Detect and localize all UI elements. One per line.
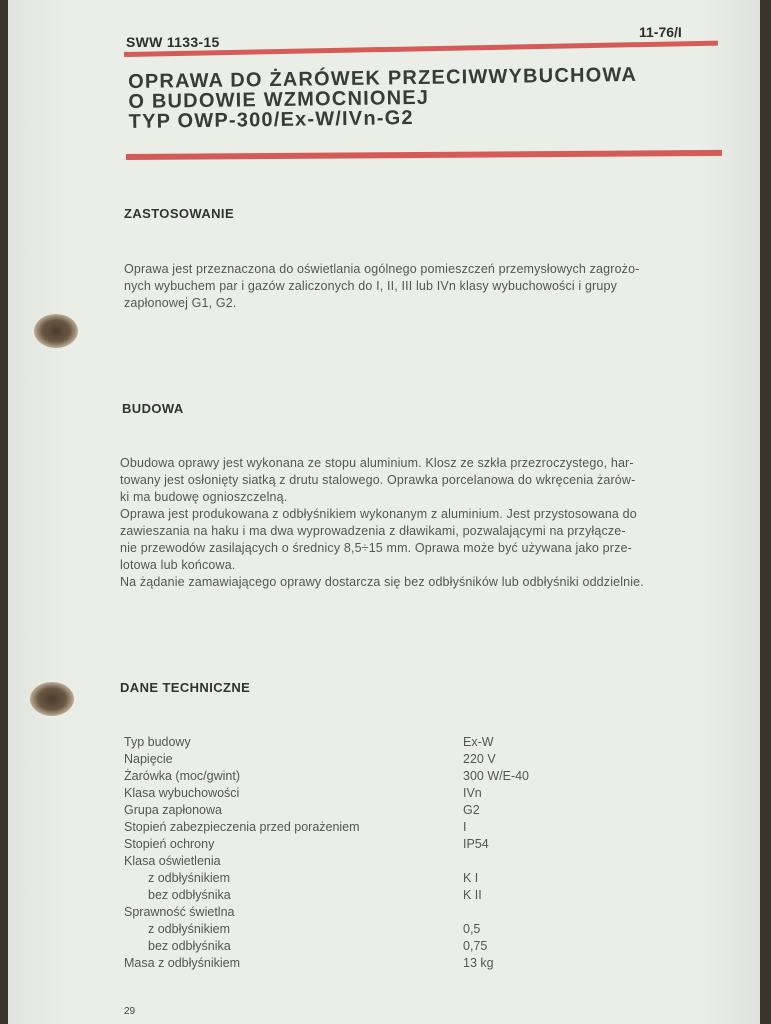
section-heading-budowa: BUDOWA bbox=[122, 401, 184, 416]
spec-label: Typ budowy bbox=[124, 735, 191, 749]
spec-row bbox=[124, 803, 564, 820]
title-line: TYP OWP-300/Ex-W/IVn-G2 bbox=[128, 107, 414, 133]
spec-row bbox=[124, 905, 564, 922]
spec-value: K I bbox=[463, 871, 479, 885]
spec-value: 220 V bbox=[463, 752, 496, 766]
spec-value: K II bbox=[463, 888, 482, 902]
text-line: towany jest osłonięty siatką z drutu stalowego. Oprawka porcelanowa do wkręcenia żarów- bbox=[120, 473, 636, 487]
punch-hole bbox=[30, 682, 74, 716]
spec-row bbox=[124, 888, 564, 905]
text-line: Oprawa jest produkowana z odbłyśnikiem wykonanym z aluminium. Jest przystosowana do bbox=[120, 507, 637, 521]
spec-value: 0,5 bbox=[463, 922, 481, 936]
section-heading-zastosowanie: ZASTOSOWANIE bbox=[124, 206, 235, 221]
spec-value: 0,75 bbox=[463, 939, 488, 953]
spec-row bbox=[124, 769, 564, 786]
spec-row bbox=[124, 837, 564, 854]
page-title bbox=[128, 64, 729, 132]
text-line: zapłonowej G1, G2. bbox=[124, 296, 237, 310]
spec-value: 300 W/E-40 bbox=[463, 769, 530, 783]
title-rule bbox=[126, 150, 722, 160]
spec-label: bez odbłyśnika bbox=[148, 939, 231, 953]
spec-value: IVn bbox=[463, 786, 482, 800]
spec-row bbox=[124, 820, 564, 837]
punch-hole bbox=[34, 314, 78, 348]
spec-label: Stopień ochrony bbox=[124, 837, 215, 851]
section-heading-dane-techniczne: DANE TECHNICZNE bbox=[120, 680, 251, 695]
spec-row bbox=[124, 752, 564, 769]
spec-label: bez odbłyśnika bbox=[148, 888, 231, 902]
paragraph-budowa bbox=[120, 455, 644, 591]
text-line: nych wybuchem par i gazów zaliczonych do I, II, III lub IVn klasy wybuchowości i grupy bbox=[124, 279, 617, 293]
text-line: lotowa lub końcowa. bbox=[120, 558, 236, 572]
title-line: O BUDOWIE WZMOCNIONEJ bbox=[128, 86, 430, 113]
spec-row bbox=[124, 735, 564, 752]
title-line: OPRAWA DO ŻARÓWEK PRZECIWWYBUCHOWA bbox=[127, 63, 638, 93]
spec-value: IP54 bbox=[463, 837, 489, 851]
spec-row bbox=[124, 854, 564, 871]
text-line: Na żądanie zamawiającego oprawy dostarcza się bez odbłyśników lub odbłyśniki oddzielnie. bbox=[120, 575, 644, 589]
spec-value: 13 kg bbox=[463, 956, 494, 970]
spec-value: Ex-W bbox=[463, 735, 494, 749]
text-line: ki ma budowę ognioszczelną. bbox=[120, 490, 288, 504]
spec-row bbox=[124, 922, 564, 939]
text-line: Oprawa jest przeznaczona do oświetlania ogólnego pomieszczeń przemysłowych zagrożo- bbox=[124, 262, 640, 276]
spec-row bbox=[124, 786, 564, 803]
spec-label: Sprawność świetlna bbox=[124, 905, 235, 919]
spec-label: Grupa zapłonowa bbox=[124, 803, 222, 817]
document-code: SWW 1133-15 bbox=[126, 34, 220, 50]
text-line: nie przewodów zasilających o średnicy 8,5÷15 mm. Oprawa może być używana jako prze- bbox=[120, 541, 632, 555]
spec-label: Napięcie bbox=[124, 752, 173, 766]
spec-label: Stopień zabezpieczenia przed porażeniem bbox=[124, 820, 360, 834]
spec-label: Żarówka (moc/gwint) bbox=[124, 769, 240, 783]
spec-label: Masa z odbłyśnikiem bbox=[124, 956, 241, 970]
spec-row bbox=[124, 871, 564, 888]
text-line: Obudowa oprawy jest wykonana ze stopu aluminium. Klosz ze szkła przezroczystego, har- bbox=[120, 456, 634, 470]
spec-row bbox=[124, 956, 564, 973]
spec-label: z odbłyśnikiem bbox=[148, 871, 230, 885]
spec-label: Klasa oświetlenia bbox=[124, 854, 221, 868]
document-page bbox=[8, 0, 760, 1024]
spec-value: G2 bbox=[463, 803, 480, 817]
spec-label: z odbłyśnikiem bbox=[148, 922, 230, 936]
document-number: 11-76/I bbox=[639, 24, 682, 40]
paragraph-zastosowanie bbox=[124, 261, 639, 312]
spec-row bbox=[124, 939, 564, 956]
page-number: 29 bbox=[124, 1006, 136, 1017]
technical-data-table bbox=[124, 735, 564, 973]
spec-label: Klasa wybuchowości bbox=[124, 786, 240, 800]
spec-value: I bbox=[463, 820, 467, 834]
text-line: zawieszania na haku i ma dwa wyprowadzenia z dławikami, pozwalającymi na przyłącze- bbox=[120, 524, 626, 538]
